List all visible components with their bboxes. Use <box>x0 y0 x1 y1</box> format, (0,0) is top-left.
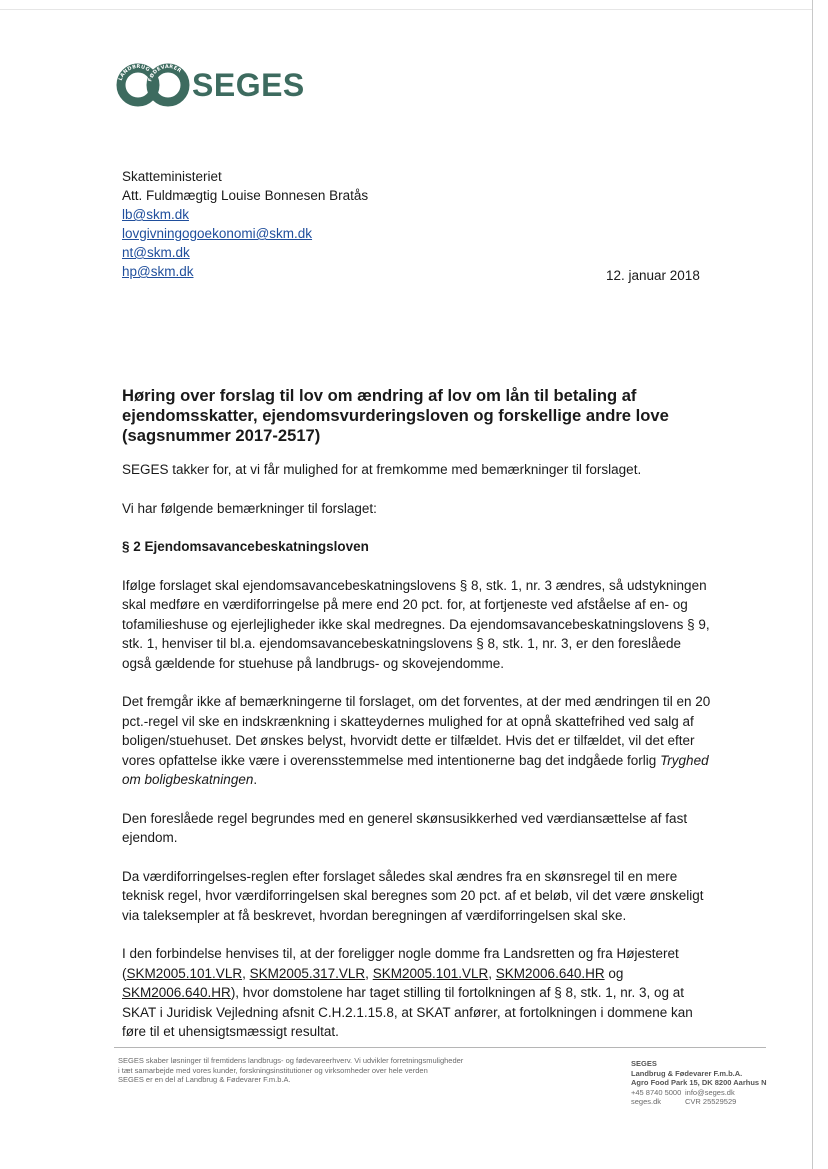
section-title: § 2 Ejendomsavancebeskatningsloven <box>122 539 369 554</box>
footer-divider <box>114 1047 766 1048</box>
footer-address: Agro Food Park 15, DK 8200 Aarhus N <box>631 1078 767 1088</box>
body-paragraph: Den foreslåede regel begrundes med en generel skønsusikkerhed ved værdiansættelse af fast ejendom. <box>122 810 688 845</box>
footer-org: SEGES <box>631 1059 657 1068</box>
seges-rings-icon <box>116 62 190 108</box>
footer-org-full: Landbrug & Fødevarer F.m.b.A. <box>631 1068 743 1078</box>
body-paragraph: Ifølge forslaget skal ejendomsavancebeskatningslovens § 8, stk. 1, nr. 3 ændres, så udstykningen skal medføre en værdiforringelse på mere end 20 pct. for, at fortjeneste ved afståelse af en- og tofamilieshuse og ejerlejligheder ikke skal medregnes. Da ejendomsavancebeskatningslovens § 9, stk. 1, henviser til bl.a. ejendomsavancebeskatningslovens § 8, stk. 1, nr. 3, er den foreslåede også gældende for stuehuse på landbrugs- og skovejendomme. <box>122 577 710 671</box>
case-reference-link[interactable]: SKM2005.101.VLR <box>126 965 243 981</box>
body-paragraph: Da værdiforringelses-reglen efter forslaget således skal ændres fra en skønsregel til en mere teknisk regel, hvor værdiforringelsen skal beregnes som 20 pct. af et beløb, vil det være ønskeligt via taleksempler at få beskrevet, hvordan beregningen af værdiforringelsen skal ske. <box>122 868 704 923</box>
agreement-name: Tryghed om boligbeskatningen <box>122 752 709 787</box>
page-right-edge <box>812 0 813 1169</box>
logo-wordmark: SEGES <box>192 67 305 103</box>
footer-email[interactable]: info@seges.dk <box>685 1087 735 1097</box>
recipient-attention: Att. Fuldmægtig Louise Bonnesen Bratås <box>122 188 369 203</box>
intro-paragraph: SEGES takker for, at vi får mulighed for at fremkomme med bemærkninger til forslaget. <box>122 462 642 477</box>
case-reference-link[interactable]: SKM2006.640.HR <box>495 965 605 981</box>
footer-phone: +45 8740 5000 <box>631 1087 682 1097</box>
letter-body <box>122 460 712 1042</box>
email-link[interactable]: hp@skm.dk <box>122 264 194 279</box>
letter-title: Høring over forslag til lov om ændring af lov om lån til betaling af ejendomsskatter, ejendomsvurderingsloven og forskellige andre love (sagsnummer 2017-2517) <box>122 386 669 445</box>
body-paragraph-references: I den forbindelse henvises til, at der foreligger nogle domme fra Landsretten og fra Højesteret (SKM2005.101.VLR, SKM2005.317.VLR, SKM2005.101.VLR, SKM2006.640.HR og SKM2006.640.HR), hvor domstolene har taget stilling til fortolkningen af § 8, stk. 1, nr. 3, og at SKAT i Juridisk Vejledning afsnit C.H.2.1.15.8, at SKAT anfører, at fortolkningen i dommene kan føre til et uhensigtsmæssigt resultat. <box>122 946 693 1039</box>
body-paragraph: Det fremgår ikke af bemærkningerne til forslaget, om det forventes, at der med ændringen til en 20 pct.-regel vil ske en indskrænkning i skatteydernes mulighed for at opnå skattefrihed ved salg af boligen/stuehuset. Det ønskes belyst, hvorvidt dette er tilfældet. Hvis det er tilfældet, vil det efter vores opfattelse ikke være i overensstemmelse med intentionerne bag det indgåede forlig Tryghed om boligbeskatningen. <box>122 694 711 787</box>
page-top-edge <box>0 9 812 10</box>
footer-cvr: CVR 25529529 <box>685 1097 737 1107</box>
intro-paragraph: Vi har følgende bemærkninger til forslaget: <box>122 500 377 516</box>
seges-logo <box>116 62 305 108</box>
logo-ring-left-text: LANDBRUG <box>117 63 151 82</box>
recipient-block <box>122 167 368 281</box>
letter-date: 12. januar 2018 <box>606 268 700 283</box>
case-reference-link[interactable]: SKM2005.101.VLR <box>372 965 489 981</box>
case-reference-link[interactable]: SKM2005.317.VLR <box>249 965 366 981</box>
email-link[interactable]: lb@skm.dk <box>122 207 189 222</box>
email-link[interactable]: nt@skm.dk <box>122 245 190 260</box>
footer-description: SEGES skaber løsninger til fremtidens landbrugs- og fødevareerhverv. Vi udvikler forretningsmuligheder i tæt samarbejde med vores kunder, forskningsinstitutioner og virksomheder over hele verden SEGES er en del af Landbrug & Fødevarer F.m.b.A. <box>118 1056 464 1085</box>
recipient-org: Skatteministeriet <box>122 169 222 184</box>
footer-contact <box>631 1059 767 1107</box>
case-reference-link[interactable]: SKM2006.640.HR <box>122 985 231 1000</box>
email-link[interactable]: lovgivningogoekonomi@skm.dk <box>122 226 313 241</box>
footer-web[interactable]: seges.dk <box>631 1097 662 1107</box>
logo-ring-right-text: FØDEVARER <box>147 63 183 83</box>
